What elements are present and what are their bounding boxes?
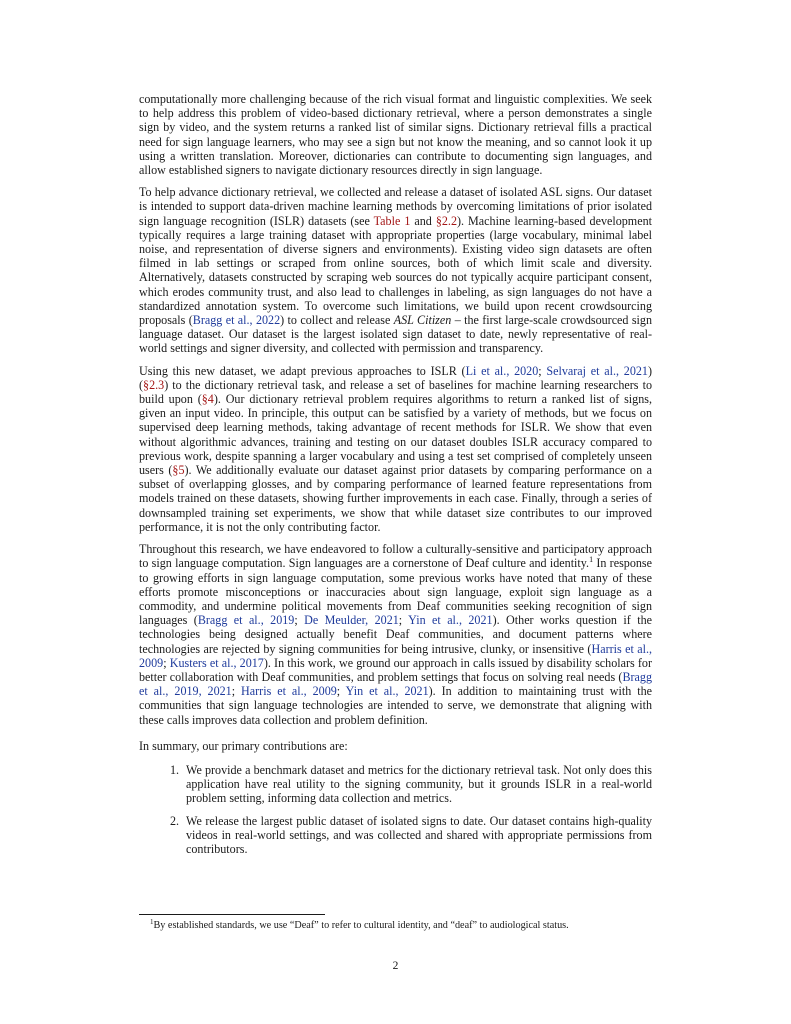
section-5-link[interactable]: §5 bbox=[172, 463, 185, 478]
text-run: Throughout this research, we have endeavored to follow a culturally-sensitive and participatory approach to sign language computation. Sign languages are a cornerstone of Deaf culture and identity. bbox=[139, 542, 652, 571]
citation-li-2020[interactable]: Li et al., 2020 bbox=[465, 363, 539, 378]
section-2-2-link[interactable]: §2.2 bbox=[435, 213, 457, 228]
page-number: 2 bbox=[392, 960, 399, 972]
text-run: and bbox=[410, 213, 436, 228]
list-item bbox=[170, 813, 652, 857]
footnote-text: By established standards, we use “Deaf” to refer to cultural identity, and “deaf” to audiological status. bbox=[153, 920, 569, 931]
section-4-link[interactable]: §4 bbox=[201, 392, 214, 407]
paper-body bbox=[139, 92, 652, 864]
dataset-name: ASL Citizen bbox=[393, 313, 452, 328]
citation-harris-2009[interactable]: Harris et al., 2009 bbox=[139, 641, 652, 670]
citation-bragg-2019-2021[interactable]: Bragg et al., 2019, 2021 bbox=[139, 669, 652, 699]
list-item-text: We release the largest public dataset of isolated signs to date. Our dataset contains high-quality videos in real-world settings, and was collected and shared with appropriate permissions from contributors. bbox=[186, 813, 652, 856]
footnote-number: 1 bbox=[150, 918, 154, 926]
citation-bragg-2019[interactable]: Bragg et al., 2019 bbox=[197, 613, 295, 628]
paragraph-dataset-motivation bbox=[139, 185, 652, 355]
citation-de-meulder-2021[interactable]: De Meulder, 2021 bbox=[304, 613, 399, 628]
footnote-divider bbox=[139, 914, 325, 915]
section-2-3-link[interactable]: §2.3 bbox=[143, 377, 165, 392]
text-run: ) to the dictionary retrieval task, and release a set of baselines for machine learning researchers to build upon ( bbox=[139, 377, 652, 407]
footnote bbox=[150, 920, 650, 932]
citation-yin-2021[interactable]: Yin et al., 2021 bbox=[345, 684, 429, 699]
text-run: ; bbox=[294, 613, 305, 628]
citation-selvaraj-2021[interactable]: Selvaraj et al., 2021 bbox=[546, 363, 648, 378]
text-run: ) to collect and release bbox=[280, 313, 394, 328]
text-run: ). Other works question if the technologies being designed actually benefit Deaf communities, and document patterns where technologies are rejected by signing communities for being intrusive, clunky, or insensitive ( bbox=[139, 613, 652, 656]
text-run: ; bbox=[231, 684, 242, 699]
paragraph-baselines bbox=[139, 364, 652, 534]
text-run: Using this new dataset, we adapt previous approaches to ISLR ( bbox=[139, 363, 466, 378]
citation-kusters-2017[interactable]: Kusters et al., 2017 bbox=[169, 655, 264, 670]
text-run: In response to growing efforts in sign language computation, some previous works have noted that many of these efforts promote misconceptions or inaccuracies about sign language, exploit sign language as a commodity, and undermine political movements from Deaf communities seeking recognition of sign languages ( bbox=[139, 556, 652, 628]
text-run: ) ( bbox=[139, 363, 652, 392]
list-item-text: We provide a benchmark dataset and metrics for the dictionary retrieval task. Not only does this application have real utility to the signing community, but it grounds ISLR in a real-world problem setting, informing data collection and metrics. bbox=[186, 762, 652, 806]
citation-harris-2009[interactable]: Harris et al., 2009 bbox=[241, 684, 337, 699]
text-run: ). In addition to maintaining trust with the communities that sign language technologies are intended to serve, we demonstrate that aligning with these calls improves data collection and problem definition. bbox=[139, 684, 652, 727]
text-run: ; bbox=[398, 613, 409, 628]
footnote-marker[interactable]: 1 bbox=[589, 555, 594, 565]
list-number: 1. bbox=[170, 762, 180, 777]
citation-yin-2021[interactable]: Yin et al., 2021 bbox=[408, 613, 493, 628]
text-run: ; bbox=[336, 684, 346, 699]
text-run: ). In this work, we ground our approach in calls issued by disability scholars for better collaboration with Deaf communities, and problem settings that focus on solving real needs ( bbox=[139, 655, 652, 684]
text-run: ). We additionally evaluate our dataset against prior datasets by comparing performance on a subset of overlapping glosses, and by comparing performance of learned feature representations from models trained on these datasets, showing further improvements in each case. Finally, through a series of downsampled training set experiments, we show that while dataset size contributes to our improved performance, it is not the only contributing factor. bbox=[139, 463, 653, 534]
text-run: ). Machine learning-based development typically requires a large training dataset with appropriate properties (large vocabulary, minimal label noise, and representation of diverse signers and environments). Existing video sign datasets are often filmed in lab settings or scraped from online sources, both of which limit scale and diversity. Alternatively, datasets constructed by scraping web sources do not typically acquire participant consent, which erodes community trust, and also lead to challenges in labeling, as sign languages do not have a standardized annotation system. To overcome such limitations, we build upon recent crowdsourcing proposals ( bbox=[139, 213, 652, 328]
text-run: ; bbox=[163, 655, 170, 670]
text-run: – the first large-scale crowdsourced sign language dataset. Our dataset is the largest isolated sign dataset to date, newly representative of real-world settings and signer diversity, and collected with permission and transparency. bbox=[139, 313, 653, 356]
paragraph-summary-lead: In summary, our primary contributions are: bbox=[139, 738, 348, 753]
text-run: ). Our dictionary retrieval problem requires algorithms to return a ranked list of signs, given an input video. In principle, this output can be satisfied by a variety of methods, but we focus on supervised deep learning methods, taking advantage of recent methods for ISLR. We show that even without algorithmic advances, training and testing on our dataset doubles ISLR accuracy compared to previous work, despite spanning a larger vocabulary and using a test set comprised of completely unseen users ( bbox=[139, 392, 652, 478]
list-item bbox=[170, 762, 652, 806]
paragraph-intro-continued: computationally more challenging because of the rich visual format and linguistic complexities. We seek to help address this problem of video-based dictionary retrieval, where a person demonstrates a single sign by video, and the system returns a ranked list of similar signs. Dictionary retrieval fills a practical need for sign language learners, who may see a sign but not know the meaning, and so cannot look it up using a written translation. Moreover, dictionaries can contribute to documenting sign languages, and allow established signers to navigate dictionary resources directly in sign language. bbox=[139, 92, 652, 178]
paragraph-culturally-sensitive bbox=[139, 542, 652, 727]
list-number: 2. bbox=[170, 813, 180, 828]
table-1-link[interactable]: Table 1 bbox=[373, 213, 411, 228]
contributions-list bbox=[139, 763, 652, 856]
citation-bragg-2022[interactable]: Bragg et al., 2022 bbox=[192, 313, 281, 328]
text-run: To help advance dictionary retrieval, we collected and release a dataset of isolated ASL signs. Our dataset is intended to support data-driven machine learning methods by overcoming limitations of prior isolated sign language recognition (ISLR) datasets (see bbox=[139, 185, 652, 228]
text-run: ; bbox=[538, 363, 547, 378]
